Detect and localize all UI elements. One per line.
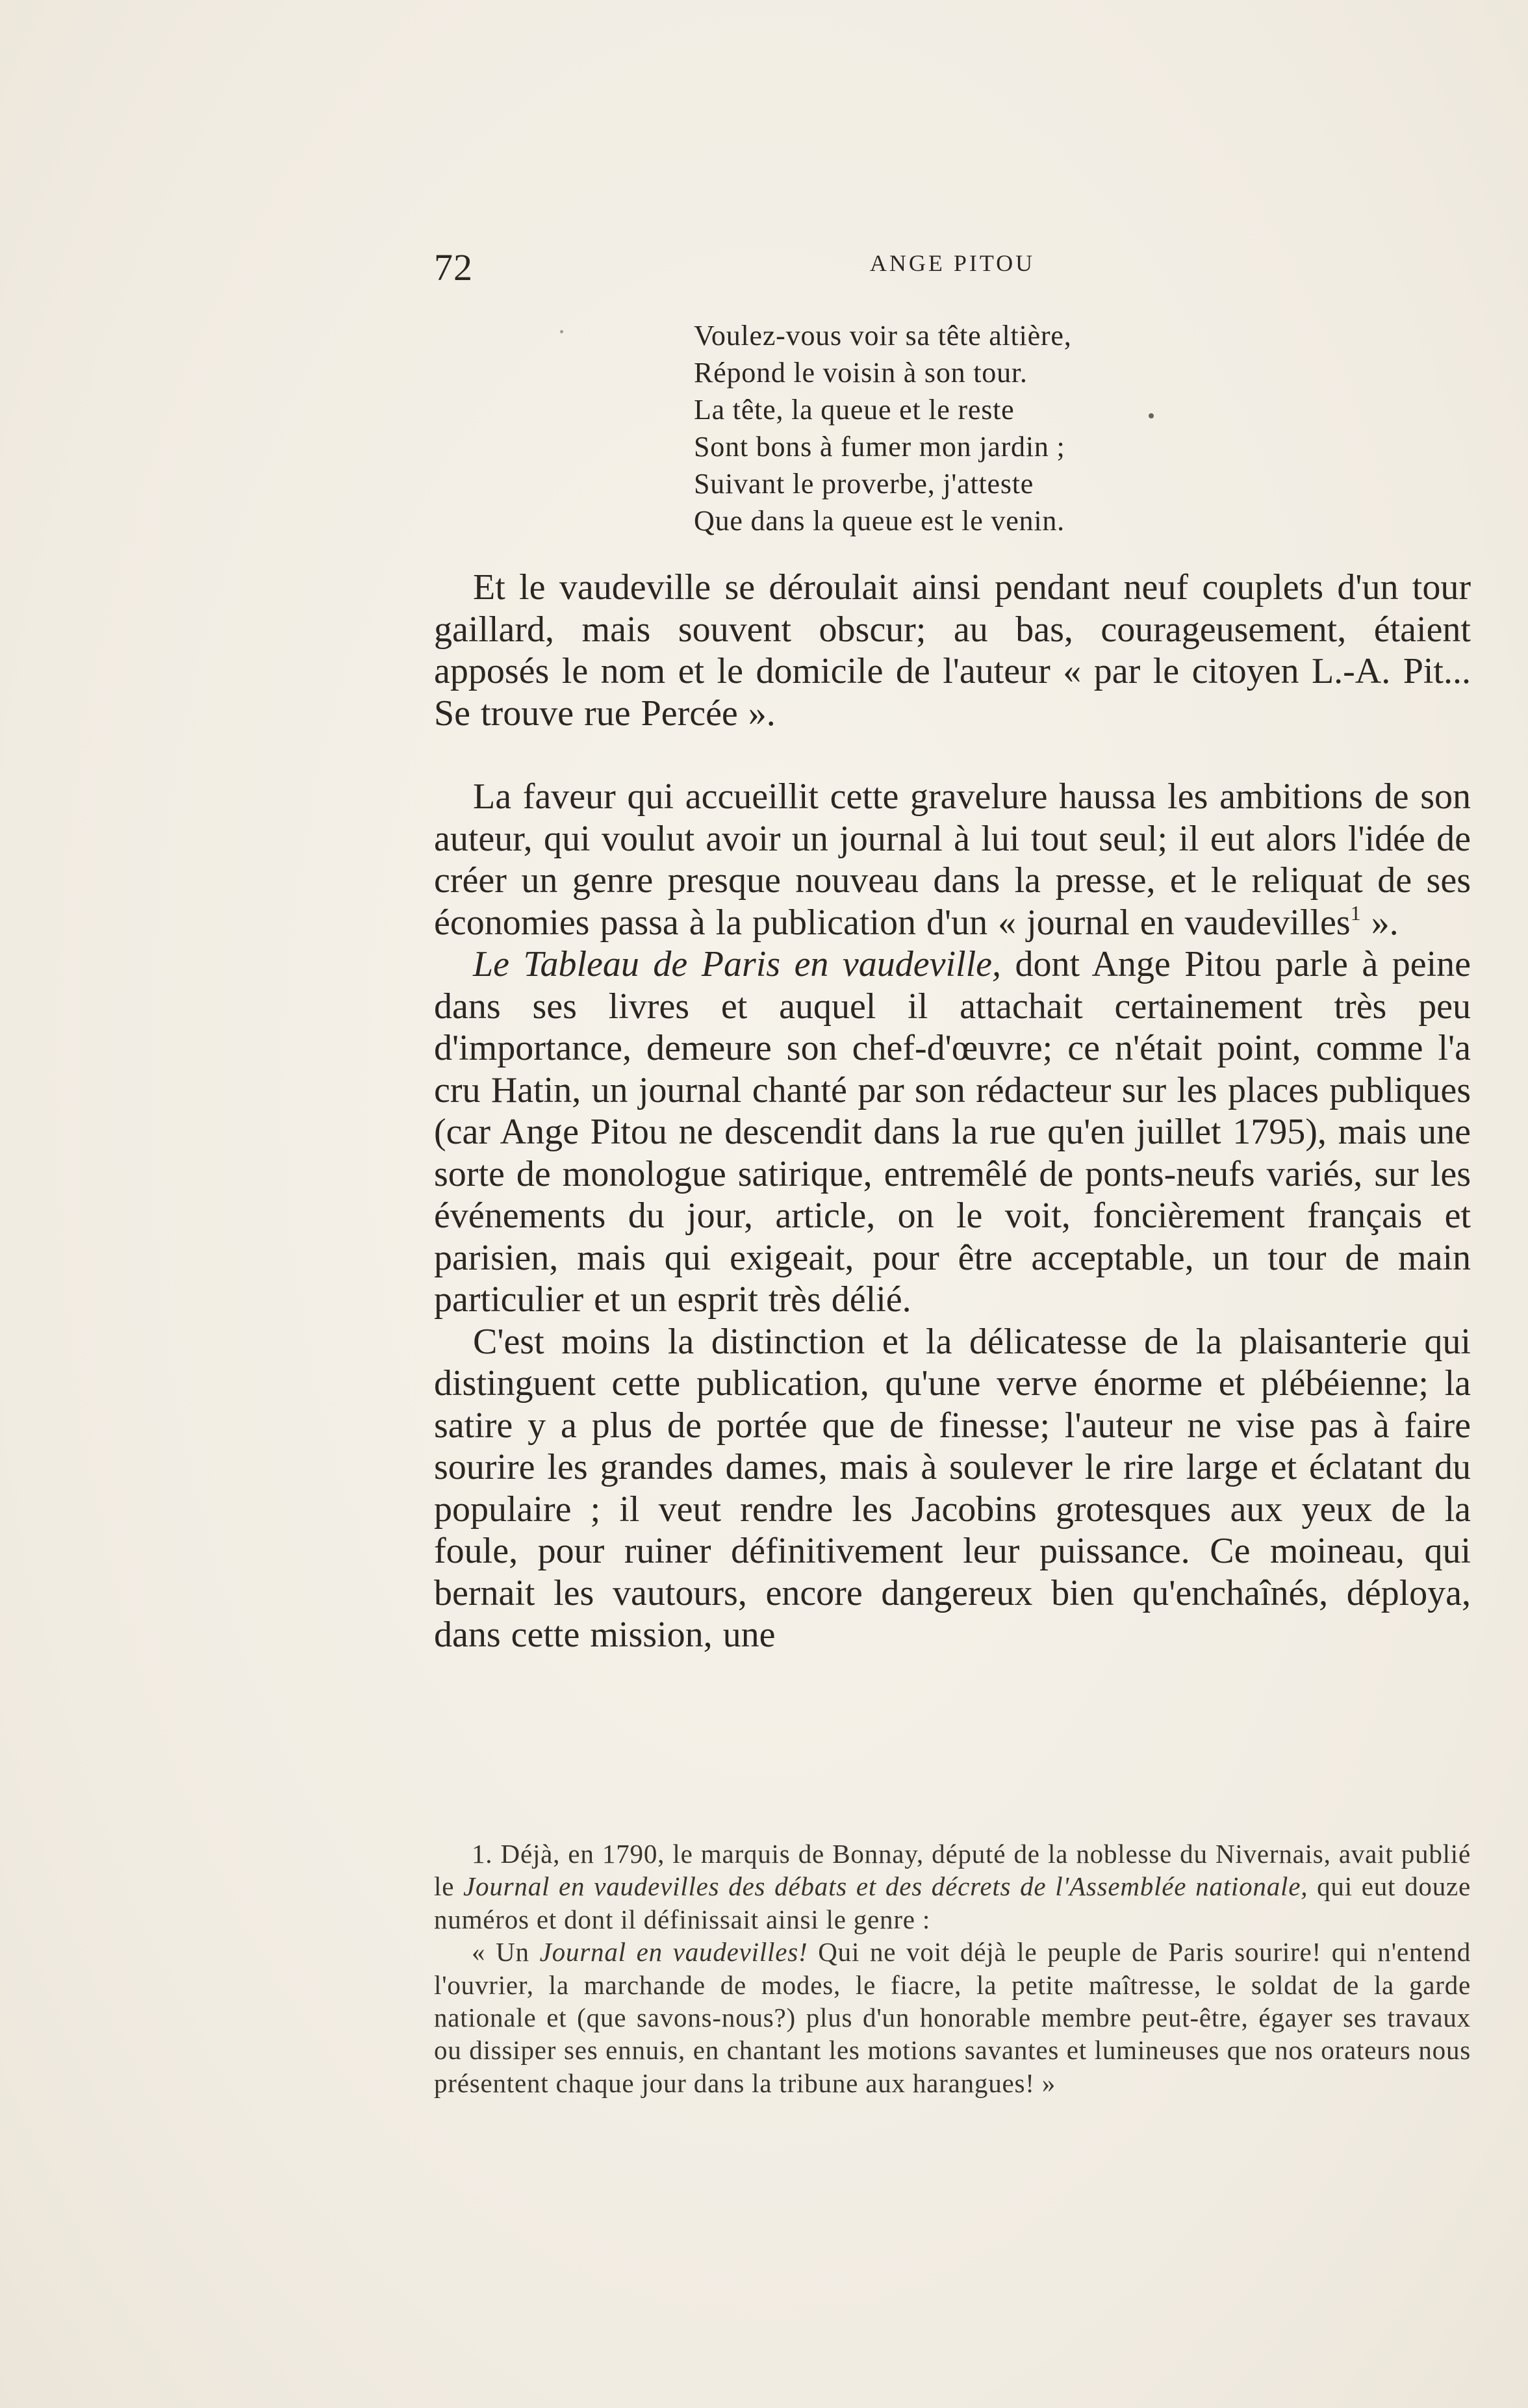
verse-stanza — [694, 317, 1279, 539]
verse-line: Voulez-vous voir sa tête altière, — [694, 320, 1072, 352]
paper-speck — [560, 330, 563, 333]
verse-line: Répond le voisin à son tour. — [694, 357, 1028, 389]
paragraph-vaudeville: Et le vaudeville se déroulait ainsi pendant neuf couplets d'un tour gaillard, mais souvent obscur; au bas, courageusement, étaient apposés le nom et le domicile de l'auteur « par le citoyen L.-A. Pit... Se trouve rue Percée ». — [434, 567, 1471, 734]
verse-line: Sont bons à fumer mon jardin ; — [694, 431, 1065, 463]
footnote-text: 1. Déjà, en 1790, le marquis de Bonnay, député de la noblesse du Nivernais, avait publié le — [434, 1839, 1471, 1902]
footnote-1 — [434, 1838, 1471, 1936]
footnote-journal-title: Journal en vaudevilles! — [539, 1937, 808, 1967]
footnote-reference: 1 — [1350, 901, 1361, 925]
footnote-quote — [434, 1936, 1471, 2099]
verse-line: La tête, la queue et le reste — [694, 394, 1015, 426]
footnotes — [434, 1838, 1471, 2099]
paper-speck — [1149, 413, 1154, 418]
paragraph-tableau-text: dont Ange Pitou parle à peine dans ses livres et auquel il attachait certainement très peu d'importance, demeure son chef-d'œuvre; ce n'était point, comme l'a cru Hatin, un journal chanté par son rédacteur sur les places publiques (car Ange Pitou ne descendit dans la rue qu'en juillet 1795), mais une sorte de monologue satirique, entremêlé de ponts-neufs variés, sur les événements du jour, article, on le voit, foncièrement français et parisien, mais qui exigeait, pour être acceptable, un tour de main particulier et un esprit très délié. — [434, 944, 1471, 1320]
paragraph-faveur-text: La faveur qui accueillit cette gravelure haussa les ambitions de son auteur, qui voulut avoir un journal à lui tout seul; il eut alors l'idée de créer un genre presque nouveau dans la presse, et le reliquat de ses économies passa à la publication d'un « journal en vaudevilles — [434, 776, 1471, 943]
verse-line: Suivant le proverbe, j'atteste — [694, 468, 1034, 500]
verse-line: Que dans la queue est le venin. — [694, 505, 1065, 537]
paragraph-distinction: C'est moins la distinction et la délicatesse de la plaisanterie qui distinguent cette publication, qu'une verve énorme et plébéienne; la satire y a plus de portée que de finesse; l'auteur ne vise pas à faire sourire les grandes dames, mais à soulever le rire large et éclatant du populaire ; il veut rendre les Jacobins grotesques aux yeux de la foule, pour ruiner définitivement leur puissance. Ce moineau, qui bernait les vautours, encore dangereux bien qu'enchaînés, déploya, dans cette mission, une — [434, 1321, 1471, 1655]
paragraph-faveur-end: ». — [1360, 902, 1399, 943]
footnote-text: Qui ne voit déjà le peuple de Paris sourire! qui n'entend l'ouvrier, la marchande de modes, le fiacre, la petite maîtresse, le soldat de la garde nationale et (que savons-nous?) plus d'un honorable membre peut-être, égayer ses travaux ou dissiper ses ennuis, en chantant les motions savantes et lumineuses que nos orateurs nous présentent chaque jour dans la tribune aux harangues! » — [434, 1937, 1471, 2098]
running-title: ANGE PITOU — [869, 250, 1036, 276]
journal-title: Le Tableau de Paris en vaudeville, — [473, 944, 1002, 984]
running-head — [434, 246, 1471, 291]
paragraph-tableau — [434, 943, 1471, 1321]
footnote-journal-title: Journal en vaudevilles des débats et des décrets de l'Assemblée nationale, — [463, 1871, 1308, 1902]
body-text — [434, 567, 1471, 1656]
page-number: 72 — [434, 246, 473, 288]
footnote-text: qui eut douze numéros et dont il définissait ainsi le genre : — [434, 1871, 1471, 1934]
footnote-text: « Un — [472, 1937, 540, 1967]
paragraph-faveur — [434, 776, 1471, 943]
